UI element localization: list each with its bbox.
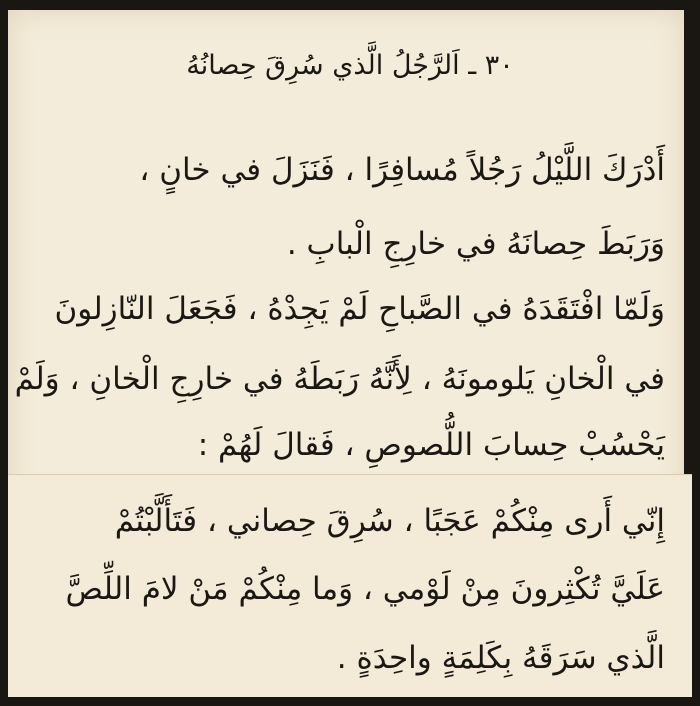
text-line-6: إِنّي أَرى مِنْكُمْ عَجَبًا ، سُرِقَ حِصاني ، فَتَأَلَّبْتُمْ [114,503,665,539]
text-line-1: أَدْرَكَ اللَّيْلُ رَجُلاً مُسافِرًا ، فَنَزَلَ في خانٍ ، [139,152,665,188]
story-title: ٣٠ ـ اَلرَّجُلُ الَّذي سُرِقَ حِصانُهُ [186,50,514,81]
text-line-4: في الْخانِ يَلومونَهُ ، لِأَنَّهُ رَبَطَهُ في خارِجِ الْخانِ ، وَلَمْ [14,361,665,397]
text-line-2: وَرَبَطَ حِصانَهُ في خارِجِ الْبابِ . [286,226,665,262]
text-line-3: وَلَمّا افْتَقَدَهُ في الصَّباحِ لَمْ يَجِدْهُ ، فَجَعَلَ النّازِلونَ [54,291,665,327]
text-line-5: يَحْسُبْ حِسابَ اللُّصوصِ ، فَقالَ لَهُمْ : [197,427,665,463]
text-line-7: عَلَيَّ تُكْثِرونَ مِنْ لَوْمي ، وَما مِنْكُمْ مَنْ لامَ اللِّصَّ [65,571,665,607]
text-line-8: الَّذي سَرَقَهُ بِكَلِمَةٍ واحِدَةٍ . [336,640,665,676]
